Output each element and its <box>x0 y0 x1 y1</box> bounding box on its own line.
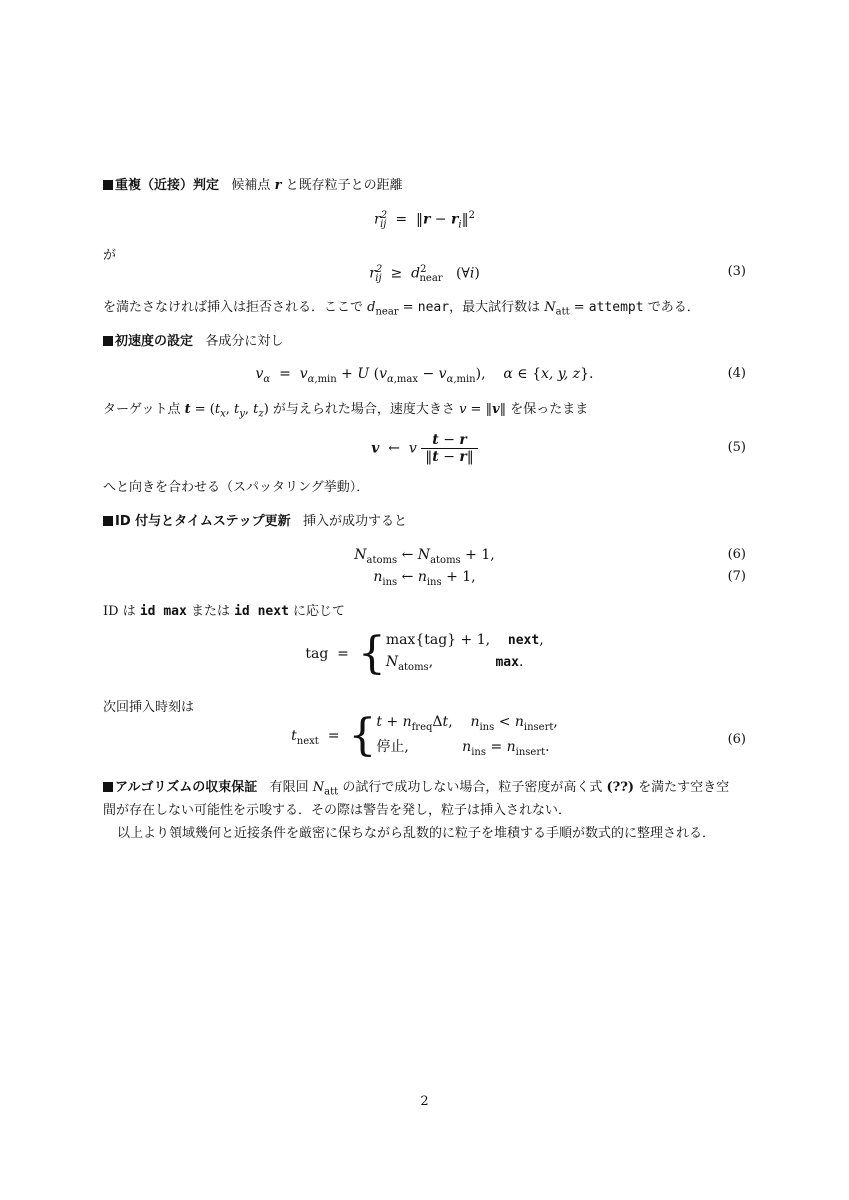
equation-4: $v_\alpha = v_{\alpha,min} + U$ $(v_{\alpha,max} - v_{\alpha,min})$, α ∈ {x, y, z}. (4) <box>255 366 746 385</box>
page-number: 2 <box>420 1094 429 1109</box>
equation-distance: $r^2_{ij}$ = ‖r − $r_i‖^2$ <box>374 210 475 231</box>
overlap-after-paragraph: を満たさなければ挿入は拒否される．ここで $d_{near}$ = near，最大試行数は $N_{att}$ = attempt である． <box>103 300 700 318</box>
equation-next-time: $t_{next}$ = { $t + n_{freq}\Delta t$, $n_{ins} < n_{insert}$, 停止, $n_{ins} = n_{insert}$. (6) <box>291 710 746 761</box>
equation-number-3: (3) <box>727 264 746 279</box>
velocity-heading: 初速度の設定 <box>103 334 193 349</box>
square-bullet-icon <box>103 782 113 792</box>
velocity-after-text: へと向きを合わせる（スパッタリング挙動）． <box>103 480 370 495</box>
overlap-paragraph: 重複（近接）判定 候補点 r と既存粒子との距離 <box>103 176 746 196</box>
equation-7: $n_{ins}$ ← $n_{ins} + 1$, (7) <box>373 569 746 588</box>
convergence-line2: 間が存在しない可能性を示唆する．その際は警告を発し，粒子は挿入されない． <box>103 803 572 818</box>
id-heading: ID 付与とタイムステップ更新 <box>103 514 291 529</box>
equation-6: $N_{atoms}$ ← $N_{atoms} + 1$, (6) <box>354 547 746 566</box>
overlap-heading: 重複（近接）判定 <box>103 178 219 193</box>
ga-text: が <box>103 248 117 263</box>
equation-number-7: (7) <box>727 569 746 584</box>
convergence-heading: アルゴリズムの収束保証 <box>103 780 257 795</box>
next-time-intro: 次回挿入時刻は <box>103 700 195 715</box>
equation-5: v ← v $\frac{t - r}{‖t - r‖}$ (5) <box>371 432 746 465</box>
square-bullet-icon <box>103 516 113 526</box>
velocity-paragraph: 初速度の設定 各成分に対し <box>103 332 746 352</box>
id-paragraph: ID 付与とタイムステップ更新 挿入が成功すると <box>103 512 746 532</box>
equation-number-6: (6) <box>727 547 746 562</box>
square-bullet-icon <box>103 336 113 346</box>
convergence-paragraph: アルゴリズムの収束保証 有限回 $N_{att}$ の試行で成功しない場合，粒子密度が高く式 (??) を満たす空き空 <box>103 778 746 803</box>
square-bullet-icon <box>103 180 113 190</box>
equation-number-6b: (6) <box>727 732 746 747</box>
summary-line: 以上より領域幾何と近接条件を厳密に保ちながら乱数的に粒子を堆積する手順が数式的に整理される． <box>117 826 716 841</box>
target-paragraph: ターゲット点 $t = (t_x$, $t_y$, $t_z$) が与えられた場合，速度大きさ v = ‖v‖ を保ったまま <box>103 402 589 420</box>
id-mode-paragraph: ID は id max または id next に応じて <box>103 604 346 619</box>
equation-tag-cases: tag = { max{tag} + 1, next, $N_{atoms}$, max. <box>305 628 544 679</box>
equation-number-5: (5) <box>727 440 746 455</box>
equation-number-4: (4) <box>727 366 746 381</box>
equation-3: $r^2_{ij} \ge d^2_{near}$ (∀i) (3) <box>369 264 746 285</box>
